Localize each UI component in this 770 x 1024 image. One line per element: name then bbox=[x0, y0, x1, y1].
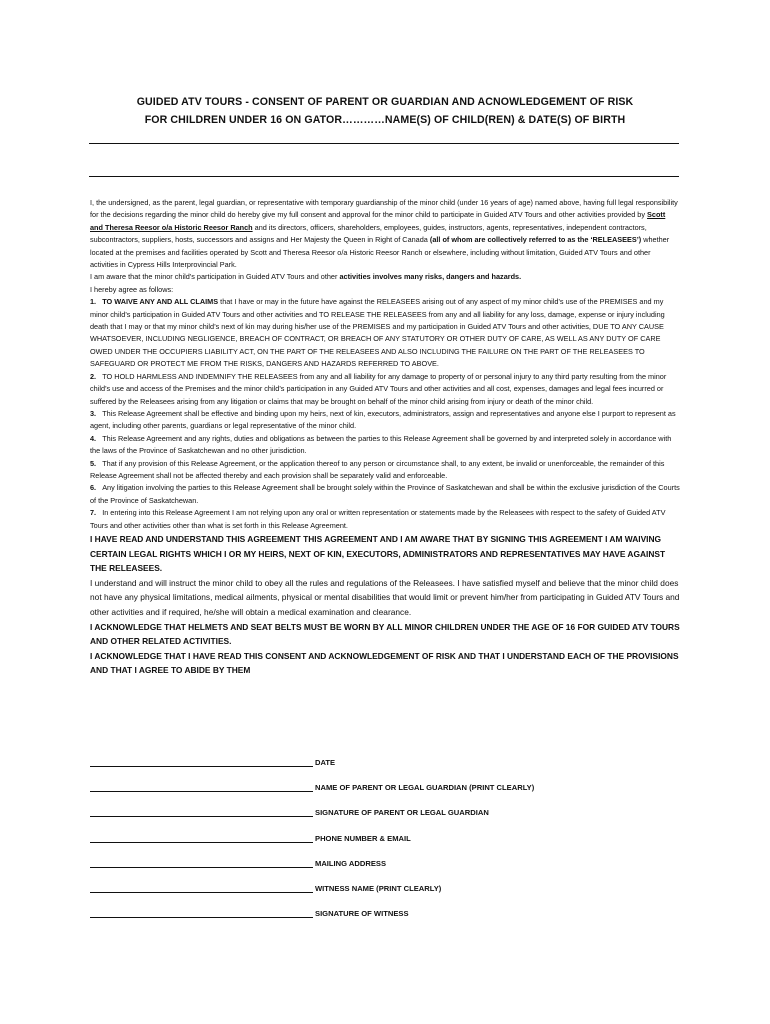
guardian-name-field bbox=[90, 783, 650, 808]
date-field bbox=[90, 758, 650, 783]
guardian-signature-field bbox=[90, 808, 650, 833]
operator-name: Scott and Theresa Reesor o/a Historic Reesor Ranch bbox=[90, 210, 666, 232]
risk-text-bold: activities involves many risks, dangers and hazards. bbox=[339, 272, 522, 282]
mailing-address-line[interactable] bbox=[90, 859, 313, 868]
clause-1-bold: TO WAIVE ANY AND ALL CLAIMS bbox=[102, 297, 219, 307]
phone-email-line[interactable] bbox=[90, 834, 313, 843]
risk-text: I am aware that the minor child’s participation in Guided ATV Tours and other bbox=[90, 272, 340, 282]
clause-text: That if any provision of this Release Agreement, or the application thereof to any person or circumstance shall, to any extent, be invalid or unenforceable, the remainder of this Release Agreement shall not be affected thereby and each provision shall be separately valid and enforceable. bbox=[90, 458, 665, 480]
consent-text: I ACKNOWLEDGE THAT I HAVE READ THIS CONSENT AND ACKNOWLEDGEMENT OF RISK AND THAT I UNDERSTAND EACH OF THE PROVISIONS AND THAT I AGREE TO ABIDE BY THEM bbox=[90, 650, 679, 676]
child-names-line-1[interactable] bbox=[89, 143, 679, 144]
guardian-signature-label: SIGNATURE OF PARENT OR LEGAL GUARDIAN bbox=[315, 808, 489, 818]
clause-text: TO HOLD HARMLESS AND INDEMNIFY THE RELEASEES from any and all liability for any damage to property of or personal injury to any third party resulting from the minor child’s use and access of the Premises and the minor child’s participation in any Guided ATV Tours and other activities and all cost, expenses, damages and legal fees incurred or suffered by the Releasees arising from any litigation or claims that may be brought on behalf of the minor child arising from injury or death of the minor child. bbox=[90, 371, 667, 406]
agree-intro: I hereby agree as follows: bbox=[90, 284, 174, 294]
witness-signature-field bbox=[90, 909, 650, 934]
clause-text: that I have or may in the future have against the RELEASEES arising out of any aspect of my minor child’s use of the PREMISES and my minor child’s participation in Guided ATV Tours and other activities and TO RELEASE THE RELEASEES from any and all liability for any loss, damage, expense or injury including death that I may or that my minor child’s next of kin may during his/her use of the PREMISES and my participation in Guided ATV Tours and other activities, DUE TO ANY CAUSE WHATSOEVER, INCLUDING NEGLIGENCE, BREACH OF CONTRACT, OR BREACH OF ANY STATUTORY OR OTHER DUTY OF CARE, AS WELL AS ANY DUTY OF CARE OWED UNDER THE OCCUPIERS LIABILITY ACT, ON THE PART OF THE RELEASEES AND ALSO INCLUDING THE FAILURE ON THE PART OF THE RELEASEES TO SAFEGUARD OR PROTECT ME FROM THE RISKS, DANGERS AND HAZARDS REFERRED TO ABOVE. bbox=[90, 297, 665, 369]
witness-name-field bbox=[90, 884, 650, 909]
title-line-2: FOR CHILDREN UNDER 16 ON GATOR…………NAME(S) OF CHILD(REN) & DATE(S) OF BIRTH bbox=[144, 114, 626, 126]
clause-text: Any litigation involving the parties to this Release Agreement shall be brought solely within the Province of Saskatchewan and shall be within the exclusive jurisdiction of the Courts of the Province of Saskatchewan. bbox=[90, 483, 680, 505]
phone-email-field bbox=[90, 834, 650, 859]
guardian-name-line[interactable] bbox=[90, 783, 313, 792]
witness-signature-label: SIGNATURE OF WITNESS bbox=[315, 909, 409, 919]
clause-number: 4. bbox=[90, 433, 97, 443]
risk-awareness bbox=[90, 271, 680, 283]
read-understand-text: I HAVE READ AND UNDERSTAND THIS AGREEMENT THIS AGREEMENT AND I AM AWARE THAT BY SIGNING THIS AGREEMENT I AM WAIVING CERTAIN LEGAL RIGHTS WHICH I OR MY HEIRS, NEXT OF KIN, EXECUTORS, ADMINISTRATORS AND REPRESENTATIVES MAY HAVE AGAINST THE RELEASEES. bbox=[90, 533, 666, 574]
clause-7 bbox=[90, 507, 680, 532]
read-understand-statement bbox=[90, 532, 680, 576]
clause-text: This Release Agreement and any rights, duties and obligations as between the parties to this Release Agreement shall be governed by and interpreted solely in accordance with the laws of the Province of Saskatchewan and no other jurisdiction. bbox=[90, 433, 672, 456]
helmet-text: I ACKNOWLEDGE THAT HELMETS AND SEAT BELTS MUST BE WORN BY ALL MINOR CHILDREN UNDER THE AGE OF 16 FOR GUIDED ATV TOURS AND OTHER RELATED ACTIVITIES. bbox=[90, 621, 680, 647]
intro-paragraph bbox=[90, 197, 680, 271]
clause-number: 2. bbox=[90, 371, 97, 381]
clause-text: In entering into this Release Agreement I am not relying upon any oral or written representation or statements made by the Releasees with respect to the safety of Guided ATV Tours and other activities other than what is set forth in this Release Agreement. bbox=[90, 508, 666, 530]
clause-4 bbox=[90, 433, 680, 458]
helmet-statement bbox=[90, 620, 680, 649]
clause-text: This Release Agreement shall be effective and binding upon my heirs, next of kin, executors, administrators, assign and representatives and anyone else I purport to represent as agent, including other parents, guardians or legal representative of the minor child. bbox=[90, 408, 676, 431]
guardian-signature-line[interactable] bbox=[90, 808, 313, 817]
intro-text-a: I, the undersigned, as the parent, legal guardian, or representative with temporary guardianship of the minor child (under 16 years of age) named above, having full legal responsibility for the decisions regarding the minor child do hereby give my full consent and approval for the minor child to participate in Guided ATV Tours and other activities provided by bbox=[90, 198, 678, 220]
clause-2 bbox=[90, 371, 680, 408]
guardian-name-label: NAME OF PARENT OR LEGAL GUARDIAN (PRINT CLEARLY) bbox=[315, 783, 535, 793]
witness-name-label: WITNESS NAME (PRINT CLEARLY) bbox=[315, 883, 442, 893]
intro-text-c: whether located at the premises and facilities operated by Scott and Theresa Reesor o/a Historic Reesor Ranch or elsewhere, including without limitation, Guided ATV Tours and other activities in Cypress Hills Interprovincial Park. bbox=[90, 235, 670, 270]
child-names-line-2[interactable] bbox=[89, 176, 679, 177]
intro-text-b: and its directors, officers, shareholders, employees, guides, instructors, agents, representatives, independent contractors, subcontractors, suppliers, hosts, successors and assigns and Her Majesty the Queen in Right of Canada bbox=[90, 222, 647, 245]
witness-signature-line[interactable] bbox=[90, 909, 313, 918]
clause-3 bbox=[90, 408, 680, 433]
clause-1 bbox=[90, 296, 680, 370]
phone-email-label: PHONE NUMBER & EMAIL bbox=[315, 833, 411, 843]
signature-block bbox=[90, 758, 650, 934]
clause-number: 6. bbox=[90, 483, 97, 493]
witness-name-line[interactable] bbox=[90, 884, 313, 893]
title-line-1: GUIDED ATV TOURS - CONSENT OF PARENT OR GUARDIAN AND ACNOWLEDGEMENT OF RISK bbox=[136, 96, 634, 108]
instruct-statement: I understand and will instruct the minor child to obey all the rules and regulations of the Releasees. I have satisfied myself and believe that the minor child does not have any physical limitations, medical ailments, physical or mental disabilities that would limit or prevent him/her from participating in Guided ATV Tours and other activities and if required, he/she will obtain a medical examination and clearance. bbox=[90, 577, 680, 617]
releasees-definition: (all of whom are collectively referred to as the ‘RELEASEES’) bbox=[429, 235, 642, 245]
consent-statement bbox=[90, 649, 680, 678]
clause-number: 7. bbox=[90, 508, 97, 518]
date-label: DATE bbox=[315, 758, 336, 767]
mailing-address-label: MAILING ADDRESS bbox=[315, 858, 387, 868]
clause-6 bbox=[90, 482, 680, 507]
clause-number: 1. bbox=[90, 297, 97, 307]
clause-number: 5. bbox=[90, 458, 97, 468]
clause-5 bbox=[90, 458, 680, 483]
clause-number: 3. bbox=[90, 408, 97, 418]
agreement-body bbox=[90, 197, 680, 678]
date-line[interactable] bbox=[90, 758, 313, 767]
mailing-address-field bbox=[90, 859, 650, 884]
